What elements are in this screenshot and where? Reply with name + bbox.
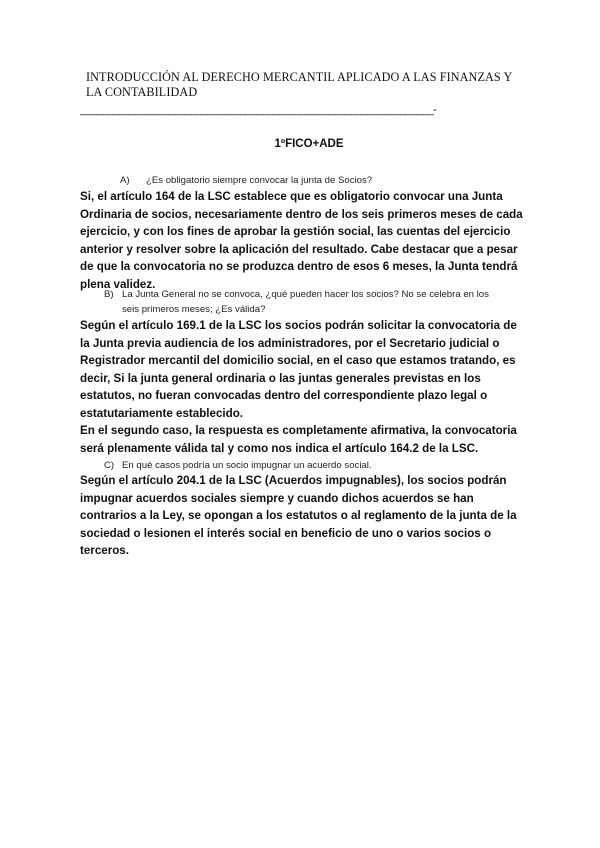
question-letter: C) bbox=[104, 460, 115, 471]
answer-paragraph: Según el artículo 204.1 de la LSC (Acuerdos impugnables), los socios podrán impugnar acuerdos sociales siempre y cuando dichos acuerdos se han contrarios a la Ley, se opongan a los estatutos o al reglamento de la junta de la sociedad o lesionen el interés social en beneficio de uno o varios socios o terceros. bbox=[80, 474, 517, 557]
course-heading: 1ºFICO+ADE bbox=[274, 138, 344, 150]
header-rule: ________________________________________________________________- bbox=[80, 104, 437, 116]
answer-paragraph: En el segundo caso, la respuesta es completamente afirmativa, la convocatoria será plenamente válida tal y como nos indica el artículo 164.2 de la LSC. bbox=[80, 424, 517, 455]
question-text: ¿Es obligatorio siempre convocar la junta de Socios? bbox=[146, 175, 373, 186]
question-letter: B) bbox=[104, 289, 114, 300]
document-title bbox=[86, 70, 526, 100]
title-line-1: INTRODUCCIÓN AL DERECHO MERCANTIL APLICADO A LAS FINANZAS Y bbox=[86, 70, 513, 84]
question-letter: A) bbox=[120, 175, 130, 186]
answer-a bbox=[80, 188, 525, 293]
answer-c bbox=[80, 472, 525, 560]
title-line-2: LA CONTABILIDAD bbox=[86, 85, 198, 99]
answer-b bbox=[80, 317, 525, 457]
question-text: En qué casos podría un socio impugnar un acuerdo social. bbox=[122, 460, 372, 471]
question-c bbox=[104, 458, 372, 473]
question-text-line-1: La Junta General no se convoca, ¿qué pueden hacer los socios? No se celebra en los bbox=[122, 289, 489, 300]
question-text-line-2: seis primeros meses; ¿Es válida? bbox=[122, 304, 266, 315]
answer-paragraph: Según el artículo 169.1 de la LSC los socios podrán solicitar la convocatoria de la Junta previa audiencia de los administradores, por el Secretario judicial o Registrador mercantil del domicilio social, en el caso que estamos tratando, es decir, Si la junta general ordinaria o las juntas generales previstas en los estatutos, no fueran convocadas dentro del correspondiente plazo legal o estatutariamente establecido. bbox=[80, 319, 517, 420]
question-a bbox=[120, 173, 372, 188]
answer-paragraph: Si, el artículo 164 de la LSC establece que es obligatorio convocar una Junta Ordinaria de socios, necesariamente dentro de los seis primeros meses de cada ejercicio, y con los fines de aprobar la gestión social, las cuentas del ejercicio anterior y resolver sobre la aplicación del resultado. Cabe destacar que a pesar de que la convocatoria no se produzca dentro de esos 6 meses, la Junta tendrá plena validez. bbox=[80, 190, 523, 291]
question-b bbox=[104, 287, 524, 317]
